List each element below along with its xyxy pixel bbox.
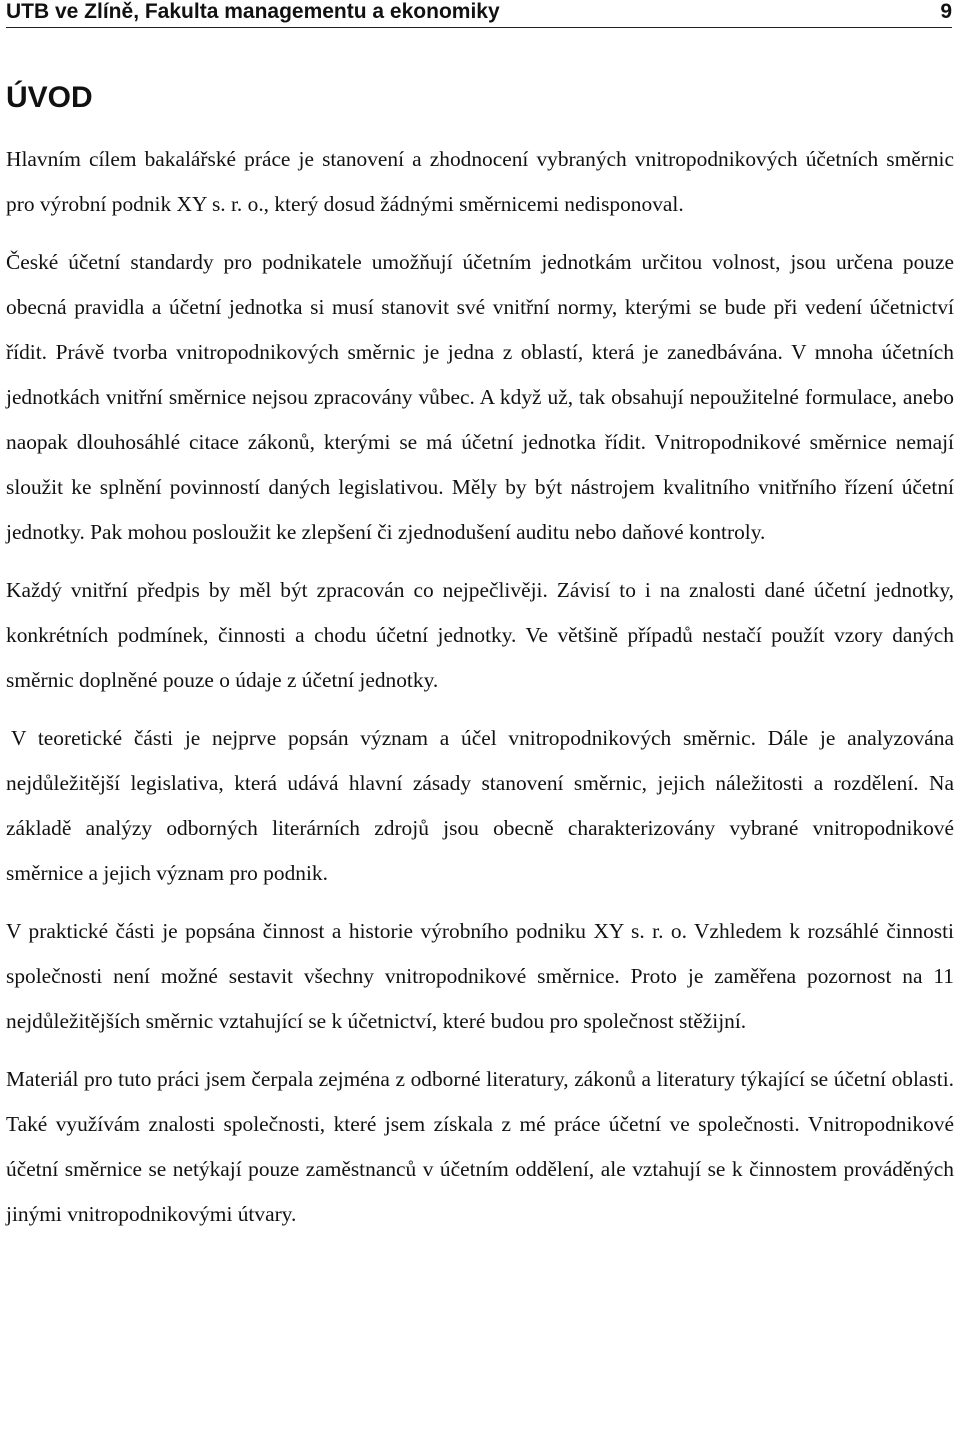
header-title: UTB ve Zlíně, Fakulta managementu a ekonomiky	[6, 0, 500, 23]
paragraph: Materiál pro tuto práci jsem čerpala zejména z odborné literatury, zákonů a literatury týkající se účetní oblasti. Také využívám znalosti společnosti, které jsem získala z mé práce účetní ve společnosti. Vnitropodnikové účetní směrnice se netýkají pouze zaměstnanců v účetním oddělení, ale vztahují se k činnostem prováděných jinými vnitropodnikovými útvary.	[6, 1067, 954, 1226]
section-heading: ÚVOD	[6, 81, 93, 114]
body-text	[6, 137, 954, 1237]
paragraph: Každý vnitřní předpis by měl být zpracován co nejpečlivěji. Závisí to i na znalosti dané účetní jednotky, konkrétních podmínek, činnosti a chodu účetní jednotky. Ve většině případů nestačí použít vzory daných směrnic doplněné pouze o údaje z účetní jednotky.	[6, 578, 954, 692]
running-header	[6, 0, 952, 28]
paragraph: V teoretické části je nejprve popsán význam a účel vnitropodnikových směrnic. Dále je analyzována nejdůležitější legislativa, která udává hlavní zásady stanovení směrnic, jejich náležitosti a rozdělení. Na základě analýzy odborných literárních zdrojů jsou obecně charakterizovány vybrané vnitropodnikové směrnice a jejich význam pro podnik.	[6, 726, 954, 885]
paragraph: Hlavním cílem bakalářské práce je stanovení a zhodnocení vybraných vnitropodnikových účetních směrnic pro výrobní podnik XY s. r. o., který dosud žádnými směrnicemi nedisponoval.	[6, 147, 954, 216]
paragraph: České účetní standardy pro podnikatele umožňují účetním jednotkám určitou volnost, jsou určena pouze obecná pravidla a účetní jednotka si musí stanovit své vnitřní normy, kterými se bude při vedení účetnictví řídit. Právě tvorba vnitropodnikových směrnic je jedna z oblastí, která je zanedbávána. V mnoha účetních jednotkách vnitřní směrnice nejsou zpracovány vůbec. A když už, tak obsahují nepoužitelné formulace, anebo naopak dlouhosáhlé citace zákonů, kterými se má účetní jednotka řídit. Vnitropodnikové směrnice nemají sloužit ke splnění povinností daných legislativou. Měly by být nástrojem kvalitního vnitřního řízení účetní jednotky. Pak mohou posloužit ke zlepšení či zjednodušení auditu nebo daňové kontroly.	[6, 250, 954, 544]
paragraph: V praktické části je popsána činnost a historie výrobního podniku XY s. r. o. Vzhledem k rozsáhlé činnosti společnosti není možné sestavit všechny vnitropodnikové směrnice. Proto je zaměřena pozornost na 11 nejdůležitějších směrnic vztahující se k účetnictví, které budou pro společnost stěžijní.	[6, 919, 954, 1033]
page-number: 9	[940, 0, 952, 23]
